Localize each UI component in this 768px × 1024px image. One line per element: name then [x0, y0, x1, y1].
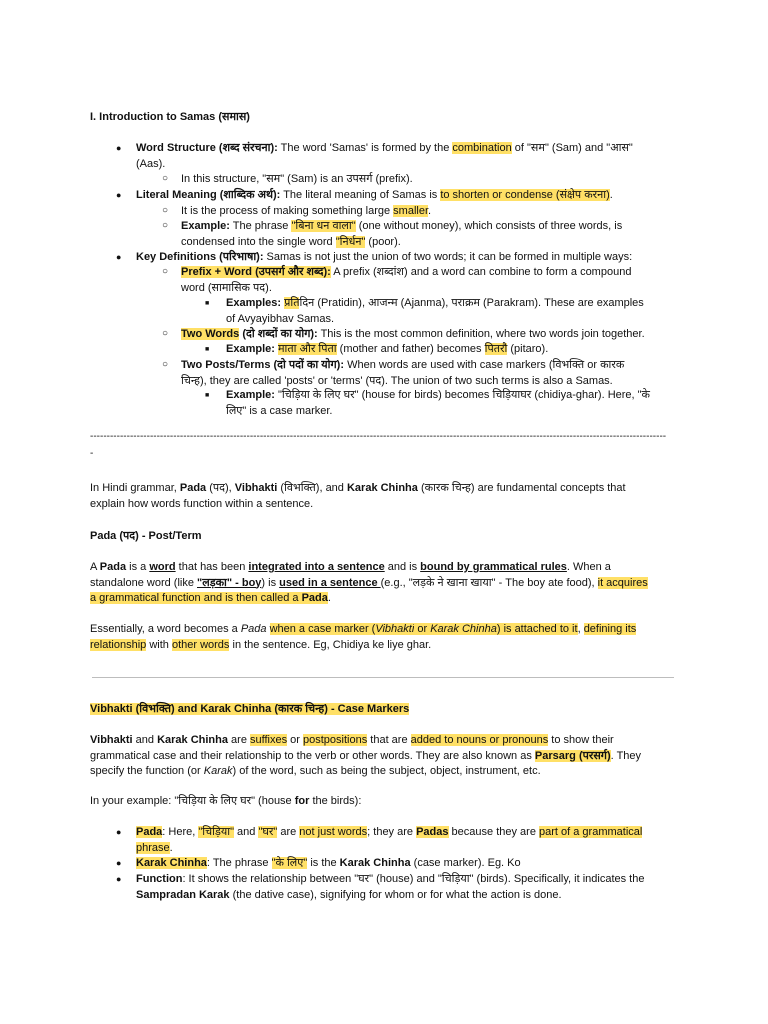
- text: explain how words function within a sentence.: [90, 497, 314, 510]
- term-sampradan-karak: Sampradan Karak: [136, 888, 230, 901]
- square-bullet-example-chidiyaghar: [205, 388, 676, 419]
- sub-bullet-two-posts: [162, 358, 671, 389]
- text: are: [277, 826, 300, 838]
- text: are: [227, 734, 250, 746]
- text: : The phrase: [206, 857, 272, 869]
- highlight: माता और पिता: [277, 343, 337, 355]
- example-label: Example:: [226, 343, 275, 355]
- highlight: relationship: [90, 638, 147, 651]
- square-bullet-example-pitaro: [205, 342, 671, 358]
- dashed-divider: -----------------------------------------------------------------------------------------------------------------------------------------------------------------------------: [90, 431, 667, 442]
- text: word (सामासिक पद).: [181, 281, 272, 294]
- square-bullet-icon: ■: [205, 392, 210, 399]
- text: In Hindi grammar,: [90, 482, 180, 494]
- pada-paragraph-1: [90, 560, 672, 607]
- text: (mother and father) becomes: [336, 343, 485, 355]
- highlight-parsarg: Parsarg (परसर्ग): [534, 749, 611, 762]
- text: A: [90, 561, 100, 573]
- text: ) of the word, such as being the subject, object, instrument, etc.: [232, 765, 541, 777]
- samas-heading-text: I. Introduction to Samas (समास): [90, 111, 250, 123]
- highlight: when a case marker (: [269, 623, 376, 635]
- text: When words are used with case markers (विभक्ति or कारक: [344, 359, 625, 371]
- square-bullet-examples: [205, 296, 671, 327]
- bullet-function: [116, 872, 676, 903]
- term-karak-italic: Karak: [203, 765, 233, 777]
- horizontal-rule: [92, 677, 674, 678]
- bullet-word-structure: [116, 141, 676, 172]
- text: is the: [307, 857, 340, 869]
- text: A prefix (शब्दांश) and a word can combine to form a compound: [330, 266, 632, 278]
- bullet-karak-chinha: [116, 856, 676, 872]
- term-vibhakti: Vibhakti: [90, 734, 133, 746]
- text: and: [233, 826, 259, 838]
- bullet-dot-icon: ●: [116, 858, 122, 868]
- text: grammatical case and their relationship to the verb or other words. They are also known as: [90, 749, 535, 762]
- text: because they are: [448, 826, 540, 838]
- highlight: पितरौ: [484, 343, 508, 355]
- text: of Avyayibhav Samas.: [226, 312, 335, 325]
- pada-paragraph-2: [90, 622, 672, 653]
- bullet-literal-meaning: [116, 188, 676, 204]
- highlight-vibhakti: Vibhakti: [375, 623, 415, 635]
- example-label: Example:: [226, 389, 275, 401]
- intro-paragraph: [90, 481, 672, 512]
- text: standalone word (like: [90, 576, 198, 589]
- text: (one without money), which consists of three words, is: [355, 220, 623, 232]
- circle-bullet-icon: ○: [162, 266, 169, 277]
- case-markers-paragraph: [90, 733, 672, 780]
- term-word: word: [149, 561, 176, 573]
- pada-heading: [90, 529, 672, 545]
- term-bound: bound by grammatical rules: [420, 561, 567, 573]
- term-pada-italic: Pada: [240, 623, 267, 635]
- text: of "सम" (Sam) and "आस": [511, 142, 633, 154]
- text: .: [327, 592, 331, 604]
- term-pada: Pada: [179, 482, 207, 494]
- text: .: [609, 189, 613, 201]
- examples-label: Examples:: [226, 297, 282, 309]
- circle-bullet-icon: ○: [162, 205, 169, 216]
- term-karak-chinha: Karak Chinha: [157, 734, 228, 746]
- highlight: "बिना धन वाला": [291, 220, 356, 232]
- text: चिन्ह), they are called 'posts' or 'terms' (पद). The union of two such terms is also a Samas.: [181, 374, 613, 387]
- bullet-key-definitions: [116, 250, 676, 266]
- highlight: not just words: [299, 826, 368, 838]
- text: The literal meaning of Samas is: [280, 189, 441, 201]
- highlight: "घर": [258, 826, 278, 838]
- text: the birds):: [309, 795, 362, 807]
- sub-bullet-two-words: [162, 327, 671, 343]
- text: (e.g., "लड़के ने खाना खाया" - The boy ate food),: [380, 576, 598, 589]
- text: and: [132, 734, 158, 746]
- text: (the dative case), signifying for whom or for what the action is done.: [229, 888, 562, 901]
- pada-heading-text: Pada (पद) - Post/Term: [90, 530, 202, 542]
- case-markers-heading: [90, 702, 672, 718]
- text: The phrase: [229, 220, 292, 232]
- text: : Here,: [162, 826, 199, 838]
- bullet-pada: [116, 825, 676, 856]
- square-bullet-icon: ■: [205, 346, 210, 353]
- dashed-divider-tail: -: [90, 448, 94, 459]
- circle-bullet-icon: ○: [162, 220, 169, 231]
- text: (poor).: [365, 235, 401, 248]
- text: This is the most common definition, where two words join together.: [317, 328, 645, 340]
- bullet-dot-icon: ●: [116, 252, 122, 262]
- text: that are: [367, 734, 411, 746]
- term-used: used in a sentence: [279, 576, 381, 589]
- text: : It shows the relationship between "घर" (house) and "चिड़िया" (birds). Specifically, it indicates the: [182, 873, 645, 885]
- text: .: [428, 205, 432, 217]
- highlight-pada: Pada: [136, 826, 163, 838]
- literal-meaning-label: Literal Meaning (शाब्दिक अर्थ):: [136, 189, 281, 201]
- text: (case marker). Eg. Ko: [410, 857, 521, 869]
- text: लिए" is a case marker.: [226, 404, 333, 417]
- highlight: ) is attached to it: [496, 623, 578, 635]
- text: (Aas).: [136, 157, 166, 170]
- text: is a: [126, 561, 150, 573]
- text: condensed into the single word: [181, 235, 336, 248]
- text: In your example: "चिड़िया के लिए घर" (house: [90, 795, 295, 807]
- text: in the sentence. Eg, Chidiya ke liye ghar.: [229, 638, 432, 651]
- text: and is: [384, 561, 421, 573]
- text: to show their: [548, 734, 614, 746]
- sub-bullet-example: [162, 219, 671, 250]
- text: ; they are: [367, 826, 417, 838]
- text: Samas is not just the union of two words; it can be formed in multiple ways:: [263, 251, 633, 263]
- highlight-pada: Pada: [301, 592, 328, 604]
- text: ) is: [261, 576, 280, 589]
- text: "चिड़िया के लिए घर" (house for birds) becomes चिड़ियाघर (chidiya-ghar). Here, "के: [274, 389, 650, 401]
- bullet-dot-icon: ●: [116, 190, 122, 200]
- text: specify the function (or: [90, 765, 204, 777]
- circle-bullet-icon: ○: [162, 359, 169, 370]
- sub-bullet-process: [162, 204, 671, 220]
- text: (विभक्ति), and: [277, 482, 347, 494]
- circle-bullet-icon: ○: [162, 173, 169, 184]
- text: . They: [610, 749, 642, 762]
- highlight-karak-chinha: Karak Chinha: [430, 623, 497, 635]
- text: .: [169, 841, 173, 854]
- highlight: postpositions: [303, 734, 368, 746]
- highlight: other words: [171, 638, 230, 651]
- highlight: to shorten or condense (संक्षेप करना): [440, 189, 610, 201]
- term-vibhakti: Vibhakti: [234, 482, 278, 494]
- term-karak-chinha: Karak Chinha: [346, 482, 418, 494]
- text: It is the process of making something large: [181, 205, 394, 217]
- highlight: added to nouns or pronouns: [410, 734, 549, 746]
- highlight: suffixes: [250, 734, 288, 746]
- text: (pitaro).: [507, 343, 549, 355]
- text: that has been: [175, 561, 249, 573]
- sub-bullet-prefix-word: [162, 265, 671, 296]
- text: with: [146, 638, 172, 651]
- case-markers-heading-text: Vibhakti (विभक्ति) and Karak Chinha (कारक चिन्ह) - Case Markers: [90, 703, 410, 715]
- highlight-karak-chinha: Karak Chinha: [136, 857, 207, 869]
- highlight: "के लिए": [271, 857, 308, 869]
- text: In this structure, "सम" (Sam) is an उपसर्ग (prefix).: [181, 173, 413, 185]
- term-ladka: "लड़का" - boy: [197, 576, 262, 589]
- highlight: it acquires: [597, 576, 648, 589]
- text: दिन (Pratidin), आजन्म (Ajanma), पराक्रम (Parakram). These are examples: [299, 297, 644, 309]
- word-structure-label: Word Structure (शब्द संरचना):: [136, 142, 278, 154]
- bullet-dot-icon: ●: [116, 874, 122, 884]
- bullet-dot-icon: ●: [116, 143, 122, 153]
- highlight: "चिड़िया": [198, 826, 234, 838]
- two-posts-label: Two Posts/Terms (दो पदों का योग):: [181, 359, 345, 371]
- highlight: smaller: [393, 205, 429, 217]
- term-pada: Pada: [99, 561, 127, 573]
- prefix-word-label: Prefix + Word (उपसर्ग और शब्द):: [181, 266, 331, 278]
- term-integrated: integrated into a sentence: [248, 561, 385, 573]
- bullet-dot-icon: ●: [116, 827, 122, 837]
- highlight: phrase: [136, 841, 170, 854]
- highlight: "निर्धन": [335, 235, 366, 248]
- two-words-label-hindi: (दो शब्दों का योग):: [239, 328, 318, 340]
- example-label: Example:: [181, 220, 230, 232]
- term-karak-chinha: Karak Chinha: [339, 857, 411, 869]
- circle-bullet-icon: ○: [162, 328, 169, 339]
- term-for: for: [294, 795, 310, 807]
- text: The word 'Samas' is formed by the: [277, 142, 453, 154]
- highlight: प्रति: [284, 297, 300, 309]
- text: or: [287, 734, 303, 746]
- highlight-padas: Padas: [416, 826, 449, 838]
- example-line: [90, 794, 672, 810]
- text: ,: [577, 623, 584, 635]
- text: (कारक चिन्ह) are fundamental concepts that: [417, 482, 626, 494]
- samas-heading: [90, 110, 672, 126]
- highlight: a grammatical function and is then called a: [90, 592, 302, 604]
- text: . When a: [566, 561, 611, 573]
- highlight: part of a grammatical: [539, 826, 643, 838]
- square-bullet-icon: ■: [205, 300, 210, 307]
- function-label: Function: [136, 873, 183, 885]
- highlight: defining its: [583, 623, 637, 635]
- key-definitions-label: Key Definitions (परिभाषा):: [136, 251, 264, 263]
- two-words-label: Two Words: [181, 328, 240, 340]
- sub-bullet-structure: [162, 172, 671, 188]
- highlight: or: [414, 623, 431, 635]
- text: (पद),: [206, 482, 235, 494]
- text: Essentially, a word becomes a: [90, 623, 241, 635]
- highlight: combination: [452, 142, 512, 154]
